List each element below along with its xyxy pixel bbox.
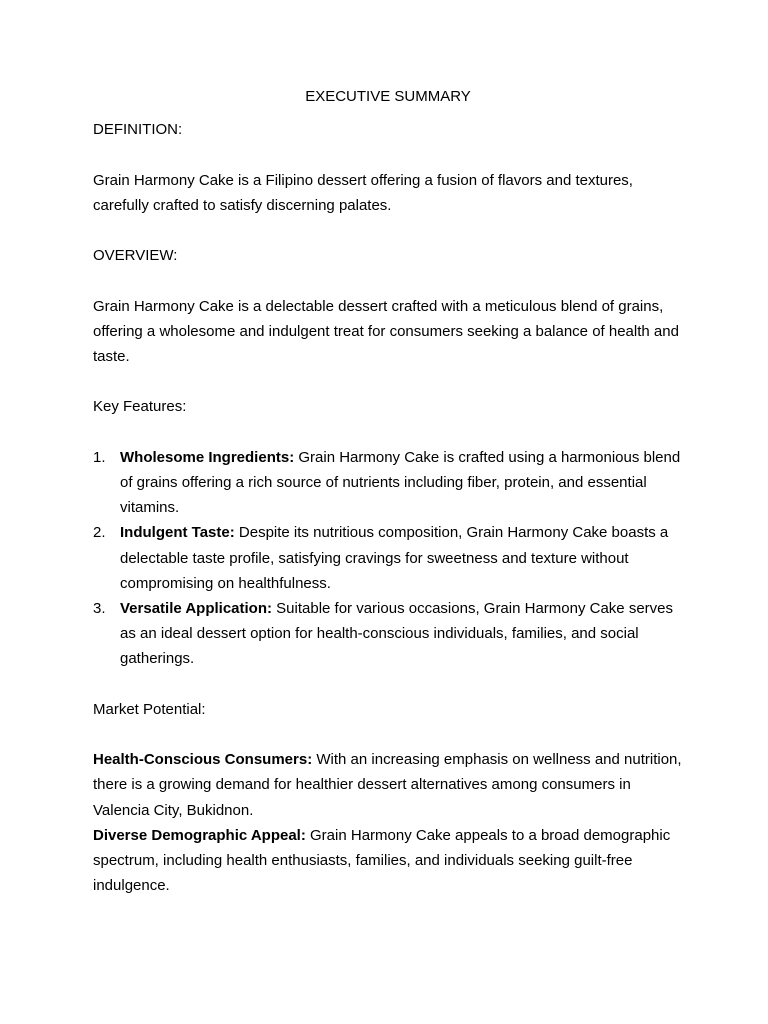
spacer [93, 722, 683, 747]
feature-text: Despite its nutritious composition, Grain Harmony Cake boasts a delectable taste profile, satisfying cravings for sweetness and texture without compromising on healthfulness. [120, 524, 669, 592]
market-point-text: Grain Harmony Cake appeals to a broad demographic spectrum, including health enthusiasts, families, and individuals seeking guilt-free indulgence. [93, 826, 671, 895]
key-features-heading: Key Features: [93, 398, 187, 416]
spacer [93, 218, 683, 243]
spacer [93, 420, 683, 445]
list-item-number: 1. [93, 448, 106, 466]
spacer [93, 369, 683, 394]
market-point [93, 823, 683, 899]
feature-text: Grain Harmony Cake is crafted using a harmonious blend of grains offering a rich source of nutrients including fiber, protein, and essential vitamins. [120, 448, 681, 517]
spacer [93, 268, 683, 293]
feature-label: Wholesome Ingredients: [120, 448, 295, 466]
definition-text: Grain Harmony Cake is a Filipino dessert offering a fusion of flavors and textures, carefully crafted to satisfy discerning palates. [93, 171, 633, 214]
feature-text: Suitable for various occasions, Grain Harmony Cake serves as an ideal dessert option for health-conscious individuals, families, and social gatherings. [120, 599, 674, 668]
spacer [93, 142, 683, 167]
definition-heading: DEFINITION: [93, 121, 183, 139]
market-point [93, 747, 683, 823]
document-page [93, 84, 683, 898]
list-item [93, 445, 683, 521]
key-features-list [93, 445, 683, 672]
overview-heading: OVERVIEW: [93, 247, 178, 265]
feature-label: Indulgent Taste: [120, 524, 235, 542]
market-potential-heading: Market Potential: [93, 700, 206, 718]
feature-label: Versatile Application: [120, 599, 272, 617]
market-point-label: Health-Conscious Consumers: [93, 751, 313, 769]
market-point-text: With an increasing emphasis on wellness and nutrition, there is a growing demand for healthier dessert alternatives among consumers in Valencia City, Bukidnon. [93, 751, 682, 819]
document-title: EXECUTIVE SUMMARY [305, 88, 471, 105]
list-item [93, 596, 683, 672]
list-item [93, 520, 683, 596]
list-item-number: 2. [93, 524, 106, 542]
list-item-number: 3. [93, 599, 106, 617]
overview-text: Grain Harmony Cake is a delectable dessert crafted with a meticulous blend of grains, offering a wholesome and indulgent treat for consumers seeking a balance of health and taste. [93, 297, 679, 365]
market-point-label: Diverse Demographic Appeal: [93, 826, 306, 844]
spacer [93, 672, 683, 697]
